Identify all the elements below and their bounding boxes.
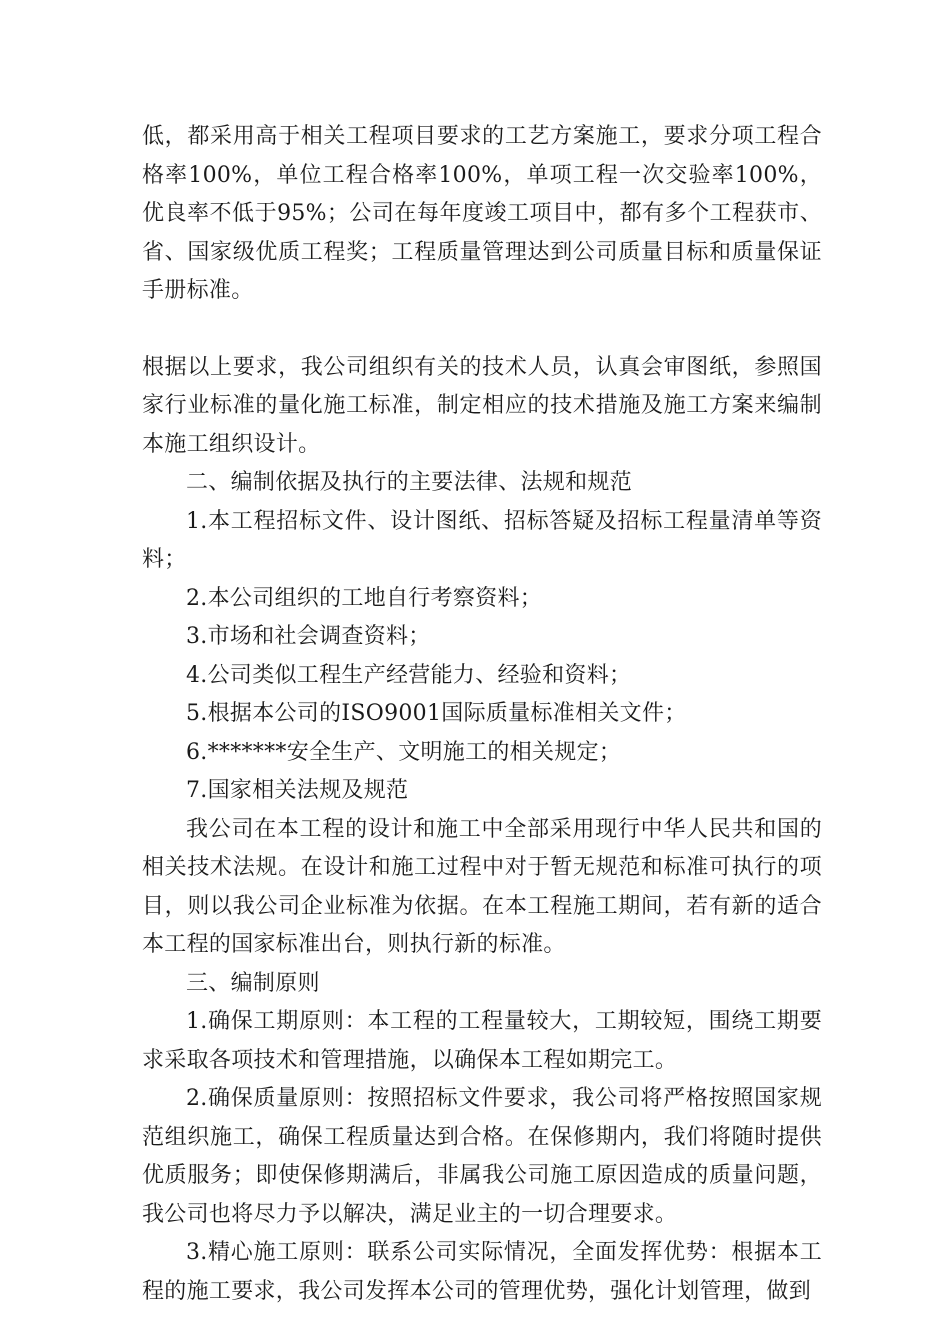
list-item: 2.本公司组织的工地自行考察资料；: [186, 585, 543, 611]
document-body: [142, 118, 822, 1311]
principle-item: 2.确保质量原则：按照招标文件要求，我公司将严格按照国家规范组织施工，确保工程质量达到合格。在保修期内，我们将随时提供优质服务；即使保修期满后，非属我公司施工原因造成的质量问题，我公司也将尽力予以解决，满足业主的一切合理要求。: [142, 1086, 822, 1227]
section-heading-2: 二、编制依据及执行的主要法律、法规和规范: [186, 470, 633, 495]
list-item: 1.本工程招标文件、设计图纸、招标答疑及招标工程量清单等资料；: [142, 508, 822, 572]
list-item: 3.市场和社会调查资料；: [186, 624, 431, 649]
section-heading-3: 三、编制原则: [186, 970, 320, 996]
paragraph-preparation-basis: 根据以上要求，我公司组织有关的技术人员，认真会审图纸，参照国家行业标准的量化施工标准，制定相应的技术措施及施工方案来编制本施工组织设计。: [142, 354, 822, 457]
list-item: 7.国家相关法规及规范: [186, 778, 409, 803]
list-item: 4.公司类似工程生产经营能力、经验和资料；: [186, 662, 632, 688]
principle-item: 3.精心施工原则：联系公司实际情况，全面发挥优势：根据本工程的施工要求，我公司发挥本公司的管理优势，强化计划管理，做到: [142, 1240, 822, 1304]
paragraph-quality-targets: 低，都采用高于相关工程项目要求的工艺方案施工，要求分项工程合格率100%，单位工程合格率100%，单项工程一次交验率100%，优良率不低于95%；公司在每年度竣工项目中，都有多个工程获市、省、国家级优质工程奖；工程质量管理达到公司质量目标和质量保证手册标准。: [142, 124, 822, 303]
paragraph-standards: 我公司在本工程的设计和施工中全部采用现行中华人民共和国的相关技术法规。在设计和施工过程中对于暂无规范和标准可执行的项目，则以我公司企业标准为依据。在本工程施工期间，若有新的适合本工程的国家标准出台，则执行新的标准。: [142, 816, 822, 957]
principle-item: 1.确保工期原则：本工程的工程量较大，工期较短，围绕工期要求采取各项技术和管理措施，以确保本工程如期完工。: [142, 1009, 822, 1073]
list-item: 5.根据本公司的ISO9001国际质量标准相关文件；: [186, 701, 687, 726]
list-item: 6.*******安全生产、文明施工的相关规定；: [186, 739, 622, 765]
